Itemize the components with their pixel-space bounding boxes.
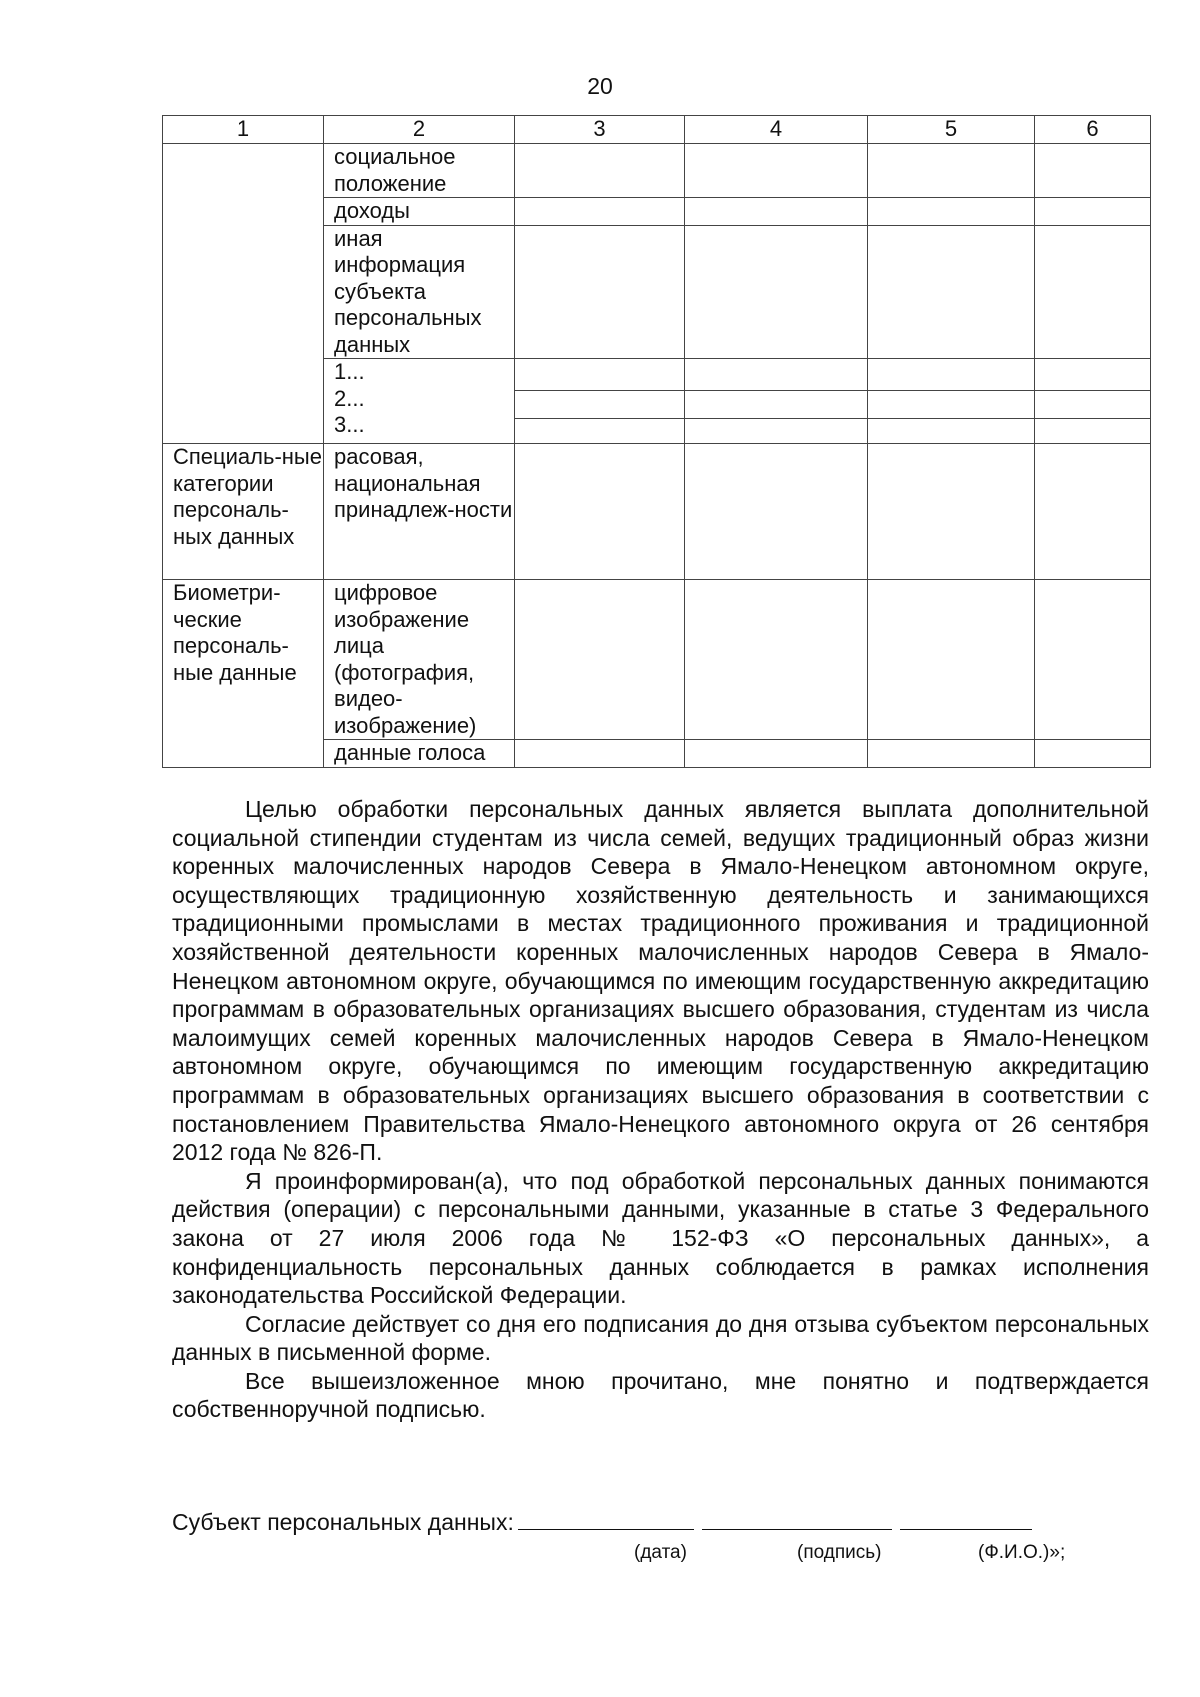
data-type-cell: цифровое изображение лица (фотография, видео-изображение)	[324, 580, 515, 740]
consent-body-text	[172, 795, 1149, 1424]
column-header: 1	[163, 116, 324, 144]
signature-line	[172, 1508, 1152, 1536]
numbered-item: 1...	[334, 359, 365, 384]
table-row	[163, 580, 1151, 740]
column-header: 6	[1035, 116, 1151, 144]
signature-caption: (подпись)	[797, 1542, 882, 1563]
paragraph: Согласие действует со дня его подписания до дня отзыва субъектом персональных данных в письменной форме.	[172, 1310, 1149, 1366]
column-header: 3	[515, 116, 685, 144]
signature-blank[interactable]	[702, 1509, 892, 1530]
name-caption: (Ф.И.О.)»;	[978, 1542, 1066, 1563]
personal-data-table	[162, 115, 1151, 768]
table-header-row	[163, 116, 1151, 144]
numbered-item: 2...	[334, 385, 365, 411]
data-type-cell: иная информация субъекта персональных данных	[324, 225, 515, 359]
data-type-cell: данные голоса	[324, 740, 515, 768]
column-header: 4	[685, 116, 868, 144]
table-row	[163, 144, 1151, 198]
data-type-cell: доходы	[324, 198, 515, 226]
table-row	[163, 444, 1151, 580]
category-cell: Биометри-ческие персональ-ные данные	[163, 580, 324, 768]
column-header: 5	[868, 116, 1035, 144]
paragraph: Все вышеизложенное мною прочитано, мне понятно и подтверждается собственноручной подписью.	[172, 1367, 1149, 1423]
numbered-items-cell	[324, 359, 515, 444]
date-blank[interactable]	[518, 1509, 694, 1530]
category-cell: Специаль-ные категории персональ-ных данных	[163, 444, 324, 580]
column-header: 2	[324, 116, 515, 144]
numbered-item: 3...	[334, 412, 365, 437]
paragraph: Я проинформирован(а), что под обработкой персональных данных понимаются действия (операции) с персональными данными, указанные в статье 3 Федерального закона от 27 июля 2006 года № 152-ФЗ «О персональных данных», а конфиденциальность персональных данных соблюдается в рамках исполнения законодательства Российской Федерации.	[172, 1167, 1149, 1309]
data-type-cell: социальное положение	[324, 144, 515, 198]
date-caption: (дата)	[634, 1542, 687, 1563]
data-type-cell: расовая, национальная принадлеж-ности	[324, 444, 515, 580]
name-blank[interactable]	[900, 1509, 1032, 1530]
category-cell	[163, 144, 324, 444]
page-number: 20	[587, 73, 613, 99]
signature-label: Субъект персональных данных:	[172, 1509, 514, 1535]
paragraph: Целью обработки персональных данных является выплата дополнительной социальной стипендии студентам из числа семей, ведущих традиционный образ жизни коренных малочисленных народов Севера в Ямало-Ненецком автономном округе, осуществляющих традиционную хозяйственную деятельность и занимающихся традиционными промыслами в местах традиционного проживания и традиционной хозяйственной деятельности коренных малочисленных народов Севера в Ямало-Ненецком автономном округе, обучающимся по имеющим государственную аккредитацию программам в образовательных организациях высшего образования, студентам из числа малоимущих семей коренных малочисленных народов Севера в Ямало-Ненецком автономном округе, обучающимся по имеющим государственную аккредитацию программам в образовательных организациях высшего образования в соответствии с постановлением Правительства Ямало-Ненецкого автономного округа от 26 сентября 2012 года № 826-П.	[172, 796, 1149, 1166]
